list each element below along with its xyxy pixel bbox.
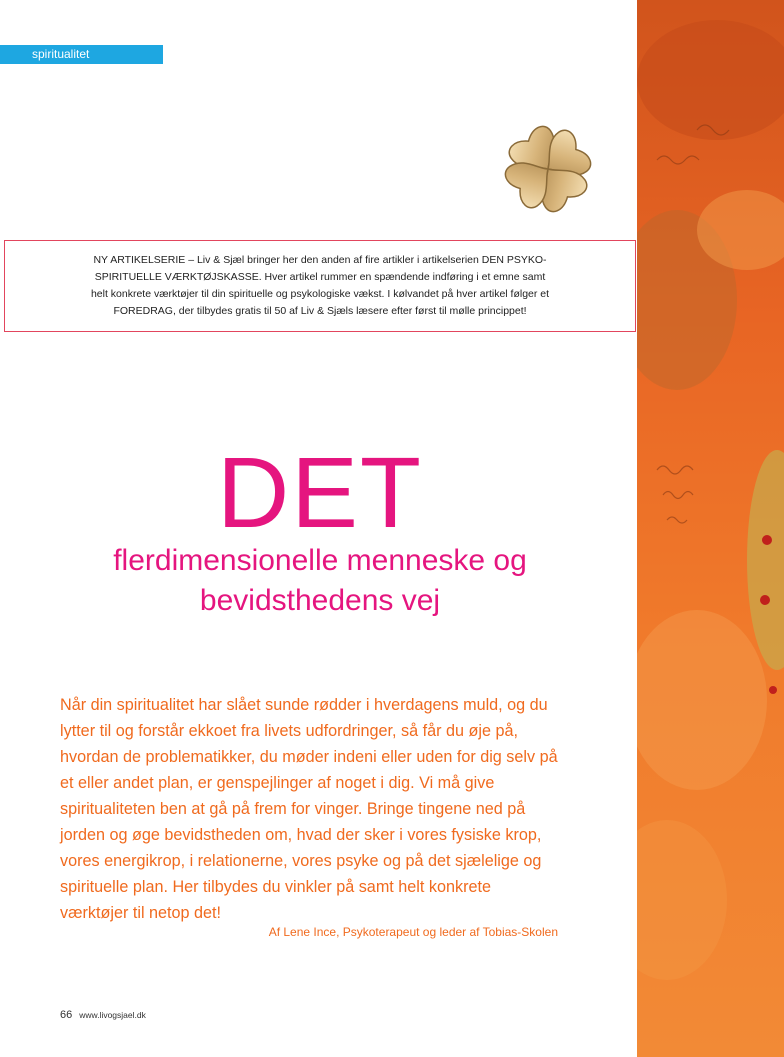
- footer-url: www.livogsjael.dk: [79, 1010, 146, 1020]
- subtitle-line-1: flerdimensionelle menneske og: [113, 544, 527, 577]
- subtitle-line-2: bevidsthedens vej: [199, 584, 441, 617]
- intro-box: [4, 240, 636, 332]
- section-tag: spiritualitet: [0, 45, 163, 64]
- headline-title: DET: [217, 437, 423, 549]
- decorative-art-panel: [637, 0, 784, 1057]
- page-number: 66: [60, 1009, 73, 1021]
- page-footer: [60, 1009, 146, 1021]
- intro-text: NY ARTIKELSERIE – Liv & Sjæl bringer her den anden af fire artikler i artikelserien DEN PSYKO-SPIRITUELLE VÆRKTØJSKASSE. Hver artikel rummer en spændende indføring i et emne samt helt konkrete værktøjer til din spirituelle og psykologiske vækst. I kølvandet på hver artikel følger et FOREDRAG, der tilbydes gratis til 50 af Liv & Sjæls læsere efter først til mølle princippet!: [90, 254, 550, 317]
- four-leaf-clover-icon: [492, 116, 604, 222]
- byline: Af Lene Ince, Psykoterapeut og leder af Tobias-Skolen: [268, 925, 558, 939]
- headline-subtitle: [0, 541, 640, 621]
- lede-paragraph: Når din spiritualitet har slået sunde rødder i hverdagens muld, og du lytter til og forstår ekkoet fra livets udfordringer, så får du øje på, hvordan de problematikker, du møder indeni eller uden for dig selv på et eller andet plan, er genspejlinger af noget i dig. Vi må give spiritualiteten ben at gå på frem for vinger. Bringe tingene ned på jorden og øge bevidstheden om, hvad der sker i vores fysiske krop, vores energikrop, i relationerne, vores psyke og på det sjælelige og spirituelle plan. Her tilbydes du vinkler på samt helt konkrete værktøjer til netop det!: [60, 696, 558, 922]
